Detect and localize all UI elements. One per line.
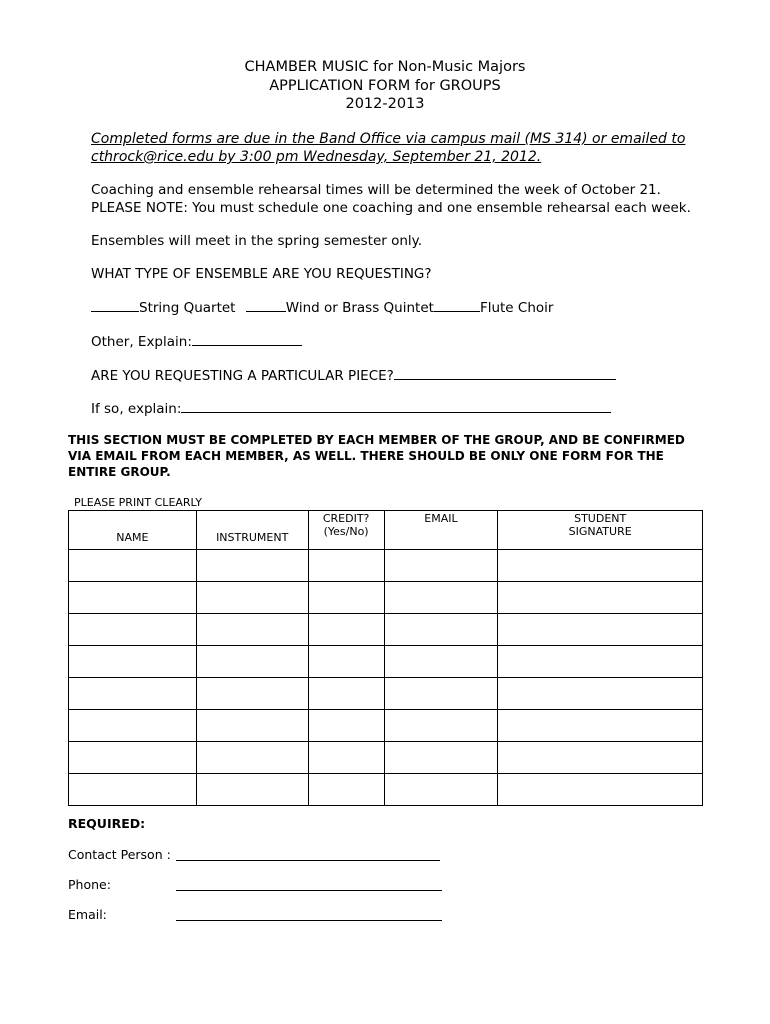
signature-cell[interactable] [498,550,703,582]
due-notice-line1: Completed forms are due in the Band Office via campus mail (MS 314) or emailed to [91,131,686,147]
col-credit-header-line1: CREDIT? [322,512,370,525]
if-so-label: If so, explain: [91,401,182,417]
instrument-cell[interactable] [196,550,308,582]
coaching-line2: PLEASE NOTE: You must schedule one coaching and one ensemble rehearsal each week. [91,200,691,216]
flute-choir-blank[interactable] [434,310,480,312]
other-label: Other, Explain: [91,334,192,350]
other-row [91,334,302,350]
email-cell[interactable] [384,678,498,710]
phone-label: Phone: [68,877,111,892]
instrument-cell[interactable] [196,678,308,710]
col-name-header: NAME [69,511,197,550]
credit-cell[interactable] [308,710,384,742]
spring-note: Ensembles will meet in the spring semester only. [91,233,423,249]
table-row [69,582,703,614]
email-cell[interactable] [384,710,498,742]
instrument-cell[interactable] [196,710,308,742]
email-cell[interactable] [384,646,498,678]
email-label: Email: [68,907,107,922]
signature-cell[interactable] [498,646,703,678]
due-notice-line2: cthrock@rice.edu by 3:00 pm Wednesday, September 21, 2012. [91,149,542,165]
col-instrument-header: INSTRUMENT [196,511,308,550]
name-cell[interactable] [69,646,197,678]
form-subtitle: APPLICATION FORM for GROUPS [269,78,501,94]
wind-brass-blank[interactable] [246,310,286,312]
instrument-cell[interactable] [196,774,308,806]
credit-cell[interactable] [308,774,384,806]
col-signature-header-line2: SIGNATURE [568,525,632,538]
signature-cell[interactable] [498,582,703,614]
string-quartet-label: String Quartet [139,300,236,316]
if-so-row [91,401,611,417]
section-notice: THIS SECTION MUST BE COMPLETED BY EACH MEMBER OF THE GROUP, AND BE CONFIRMED VIA EMAIL FROM EACH MEMBER, AS WELL. THERE SHOULD BE ONLY ONE FORM FOR THE ENTIRE GROUP. [68,433,685,479]
form-title: CHAMBER MUSIC for Non-Music Majors [244,59,526,75]
credit-cell[interactable] [308,742,384,774]
col-signature-header [498,511,703,550]
signature-cell[interactable] [498,742,703,774]
email-cell[interactable] [384,582,498,614]
table-row [69,742,703,774]
table-row [69,614,703,646]
required-heading: REQUIRED: [68,816,146,831]
piece-row [91,368,616,384]
contact-line[interactable] [176,860,440,861]
email-line[interactable] [176,920,442,921]
name-cell[interactable] [69,678,197,710]
name-cell[interactable] [69,710,197,742]
instrument-cell[interactable] [196,742,308,774]
credit-cell[interactable] [308,646,384,678]
contact-label: Contact Person : [68,847,171,862]
email-cell[interactable] [384,742,498,774]
print-clearly: PLEASE PRINT CLEARLY [74,496,202,509]
email-cell[interactable] [384,774,498,806]
piece-question: ARE YOU REQUESTING A PARTICULAR PIECE? [91,368,394,384]
name-cell[interactable] [69,742,197,774]
col-credit-header [308,511,384,550]
members-table [68,510,703,806]
if-so-blank[interactable] [181,411,611,413]
instrument-cell[interactable] [196,614,308,646]
phone-line[interactable] [176,890,442,891]
name-cell[interactable] [69,614,197,646]
signature-cell[interactable] [498,774,703,806]
instrument-cell[interactable] [196,646,308,678]
form-year: 2012-2013 [345,96,425,112]
flute-choir-label: Flute Choir [479,300,554,316]
name-cell[interactable] [69,582,197,614]
wind-brass-label: Wind or Brass Quintet [285,300,434,316]
email-cell[interactable] [384,614,498,646]
table-row [69,678,703,710]
name-cell[interactable] [69,774,197,806]
email-cell[interactable] [384,550,498,582]
instrument-cell[interactable] [196,582,308,614]
piece-blank[interactable] [394,378,616,380]
table-row [69,550,703,582]
signature-cell[interactable] [498,678,703,710]
string-quartet-blank[interactable] [91,310,139,312]
col-signature-header-line1: STUDENT [574,512,627,525]
credit-cell[interactable] [308,678,384,710]
table-row [69,774,703,806]
table-row [69,710,703,742]
name-cell[interactable] [69,550,197,582]
coaching-line1: Coaching and ensemble rehearsal times will be determined the week of October 21. [91,182,661,198]
signature-cell[interactable] [498,614,703,646]
credit-cell[interactable] [308,550,384,582]
table-row [69,646,703,678]
signature-cell[interactable] [498,710,703,742]
ensemble-options [91,300,553,316]
col-email-header: EMAIL [384,511,498,550]
col-credit-header-line2: (Yes/No) [323,525,369,538]
ensemble-question: WHAT TYPE OF ENSEMBLE ARE YOU REQUESTING? [91,266,432,282]
credit-cell[interactable] [308,614,384,646]
other-blank[interactable] [192,344,302,346]
credit-cell[interactable] [308,582,384,614]
table-header-row [69,511,703,550]
